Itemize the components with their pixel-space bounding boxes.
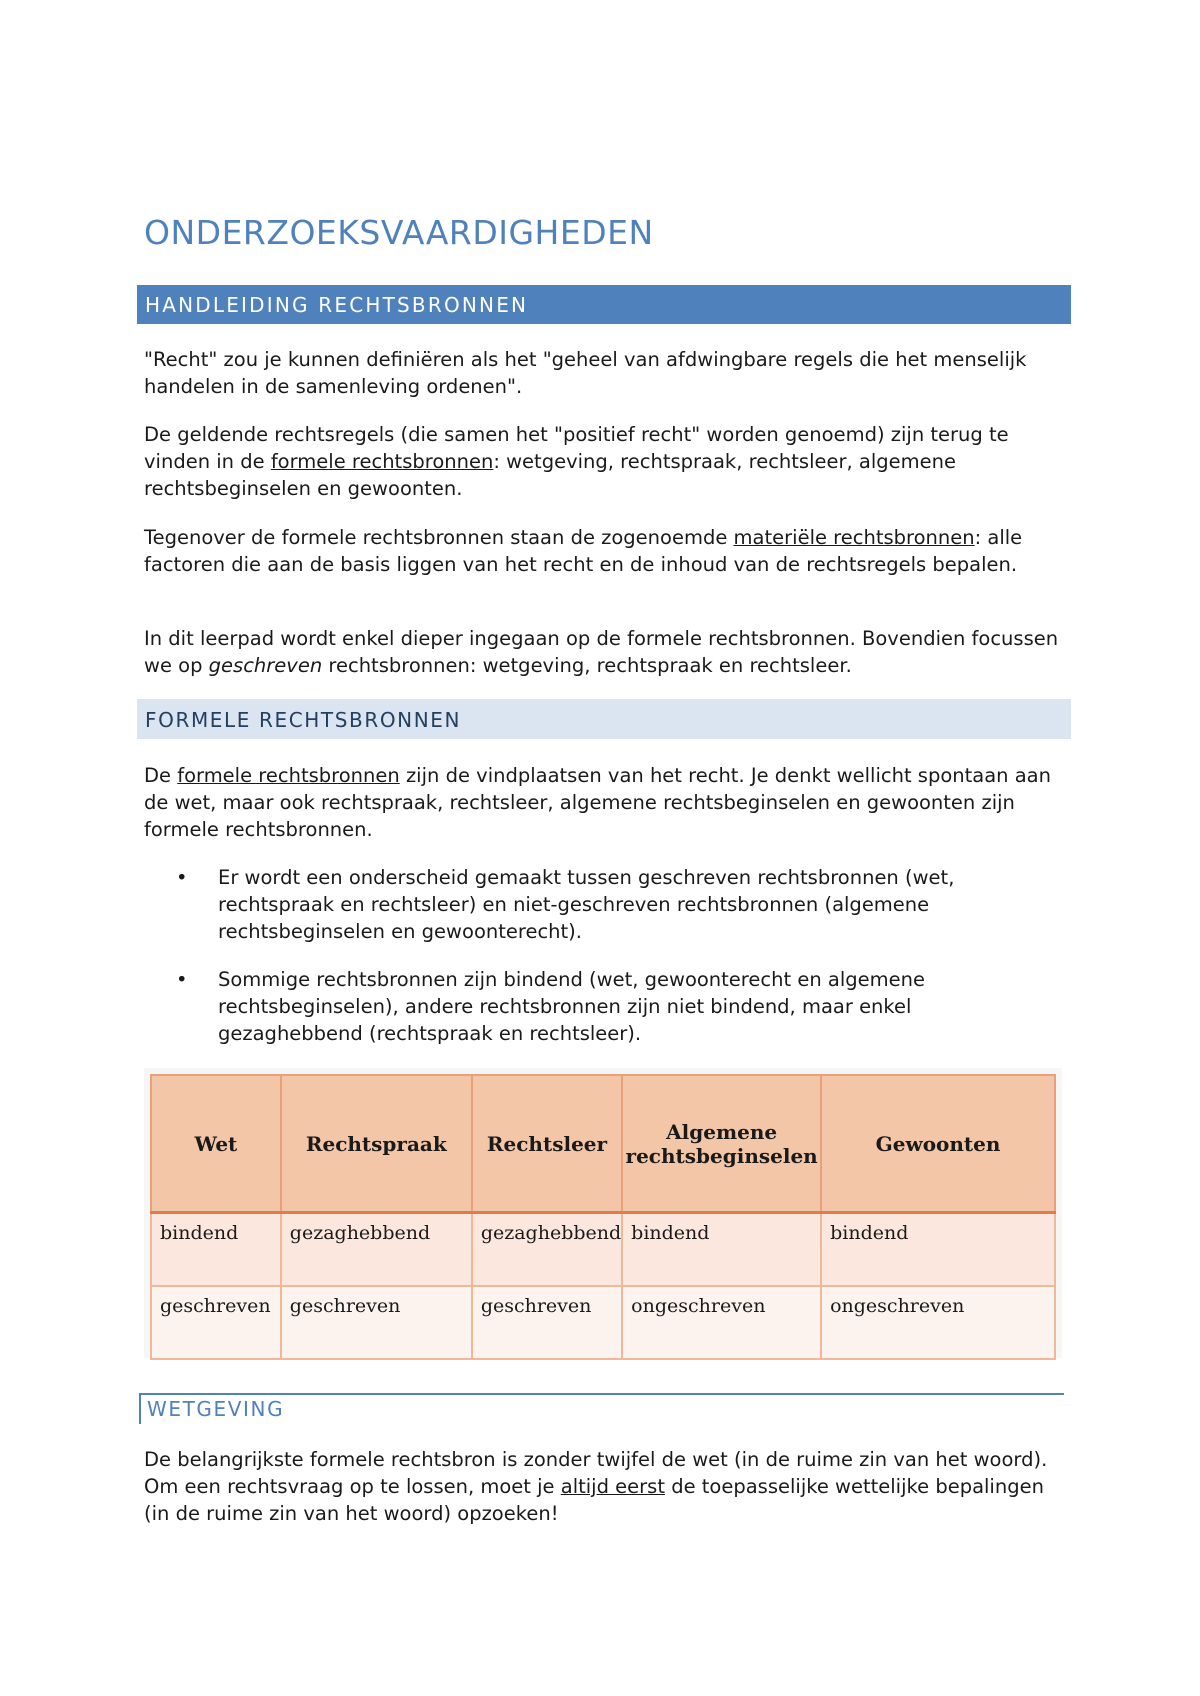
emphasized-term: geschreven	[208, 654, 323, 677]
paragraph-wet: De belangrijkste formele rechtsbron is zonder twijfel de wet (in de ruime zin van het woord). Om een rechtsvraag op te lossen, moet je altijd eerst de toepasselijke wettelijke bepalingen (in de ruime zin van het woord) opzoeken!	[144, 1448, 1048, 1525]
bullet-icon: •	[176, 866, 188, 889]
table-cell: bindend	[821, 1213, 1055, 1287]
rechtsbronnen-table	[150, 1074, 1056, 1360]
table-cell: ongeschreven	[622, 1286, 821, 1359]
table-cell: geschreven	[472, 1286, 622, 1359]
rechtsbronnen-table-image	[144, 1068, 1062, 1358]
column-header: Gewoonten	[821, 1075, 1055, 1213]
underlined-term: materiële rechtsbronnen	[733, 526, 975, 549]
paragraph-leerpad: In dit leerpad wordt enkel dieper ingegaan op de formele rechtsbronnen. Bovendien focussen we op geschreven rechtsbronnen: wetgeving, rechtspraak en rechtsleer.	[144, 627, 1059, 677]
table-cell: ongeschreven	[821, 1286, 1055, 1359]
section-heading-formele	[137, 699, 1071, 739]
table-cell: bindend	[151, 1213, 281, 1287]
column-header: Rechtsleer	[472, 1075, 622, 1213]
paragraph-vindplaatsen: De formele rechtsbronnen zijn de vindplaatsen van het recht. Je denkt wellicht spontaan aan de wet, maar ook rechtspraak, rechtsleer, algemene rechtsbeginselen en gewoonten zijn formele rechtsbronnen.	[144, 764, 1051, 841]
column-header: Algemene rechtsbeginselen	[622, 1075, 821, 1213]
document-title: ONDERZOEKSVAARDIGHEDEN	[144, 213, 654, 252]
section-heading-wetgeving	[139, 1393, 1064, 1424]
paragraph-materiele-rechtsbronnen: Tegenover de formele rechtsbronnen staan de zogenoemde materiële rechtsbronnen: alle factoren die aan de basis liggen van het recht en de inhoud van de rechtsregels bepalen.	[144, 526, 1023, 576]
underlined-term: formele rechtsbronnen	[270, 450, 494, 473]
table-cell: geschreven	[151, 1286, 281, 1359]
column-header: Wet	[151, 1075, 281, 1213]
list-item: • Sommige rechtsbronnen zijn bindend (wet, gewoonterecht en algemene rechtsbeginselen), andere rechtsbronnen zijn niet bindend, maar enkel gezaghebbend (rechtspraak en rechtsleer).	[176, 968, 925, 1045]
column-header: Rechtspraak	[281, 1075, 472, 1213]
section-heading-label: HANDLEIDING RECHTSBRONNEN	[145, 293, 529, 317]
underlined-term: formele rechtsbronnen	[177, 764, 400, 787]
section-heading-label: WETGEVING	[147, 1397, 285, 1421]
table-cell: bindend	[622, 1213, 821, 1287]
table-cell: gezaghebbend	[472, 1213, 622, 1287]
list-item: • Er wordt een onderscheid gemaakt tussen geschreven rechtsbronnen (wet, rechtspraak en rechtsleer) en niet-geschreven rechtsbronnen (algemene rechtsbeginselen en gewoonterecht).	[176, 866, 955, 943]
table-header-row	[151, 1075, 1055, 1213]
section-heading-label: FORMELE RECHTSBRONNEN	[145, 708, 462, 732]
paragraph-definition: "Recht" zou je kunnen definiëren als het "geheel van afdwingbare regels die het menselijk handelen in de samenleving ordenen".	[144, 348, 1027, 398]
underlined-term: altijd eerst	[560, 1475, 665, 1498]
bullet-icon: •	[176, 968, 188, 991]
table-cell: gezaghebbend	[281, 1213, 472, 1287]
section-heading-handleiding	[137, 285, 1071, 324]
table-cell: geschreven	[281, 1286, 472, 1359]
table-row	[151, 1286, 1055, 1359]
paragraph-positief-recht: De geldende rechtsregels (die samen het "positief recht" worden genoemd) zijn terug te vinden in de formele rechtsbronnen: wetgeving, rechtspraak, rechtsleer, algemene rechtsbeginselen en gewoonten.	[144, 423, 1009, 500]
table-row	[151, 1213, 1055, 1287]
